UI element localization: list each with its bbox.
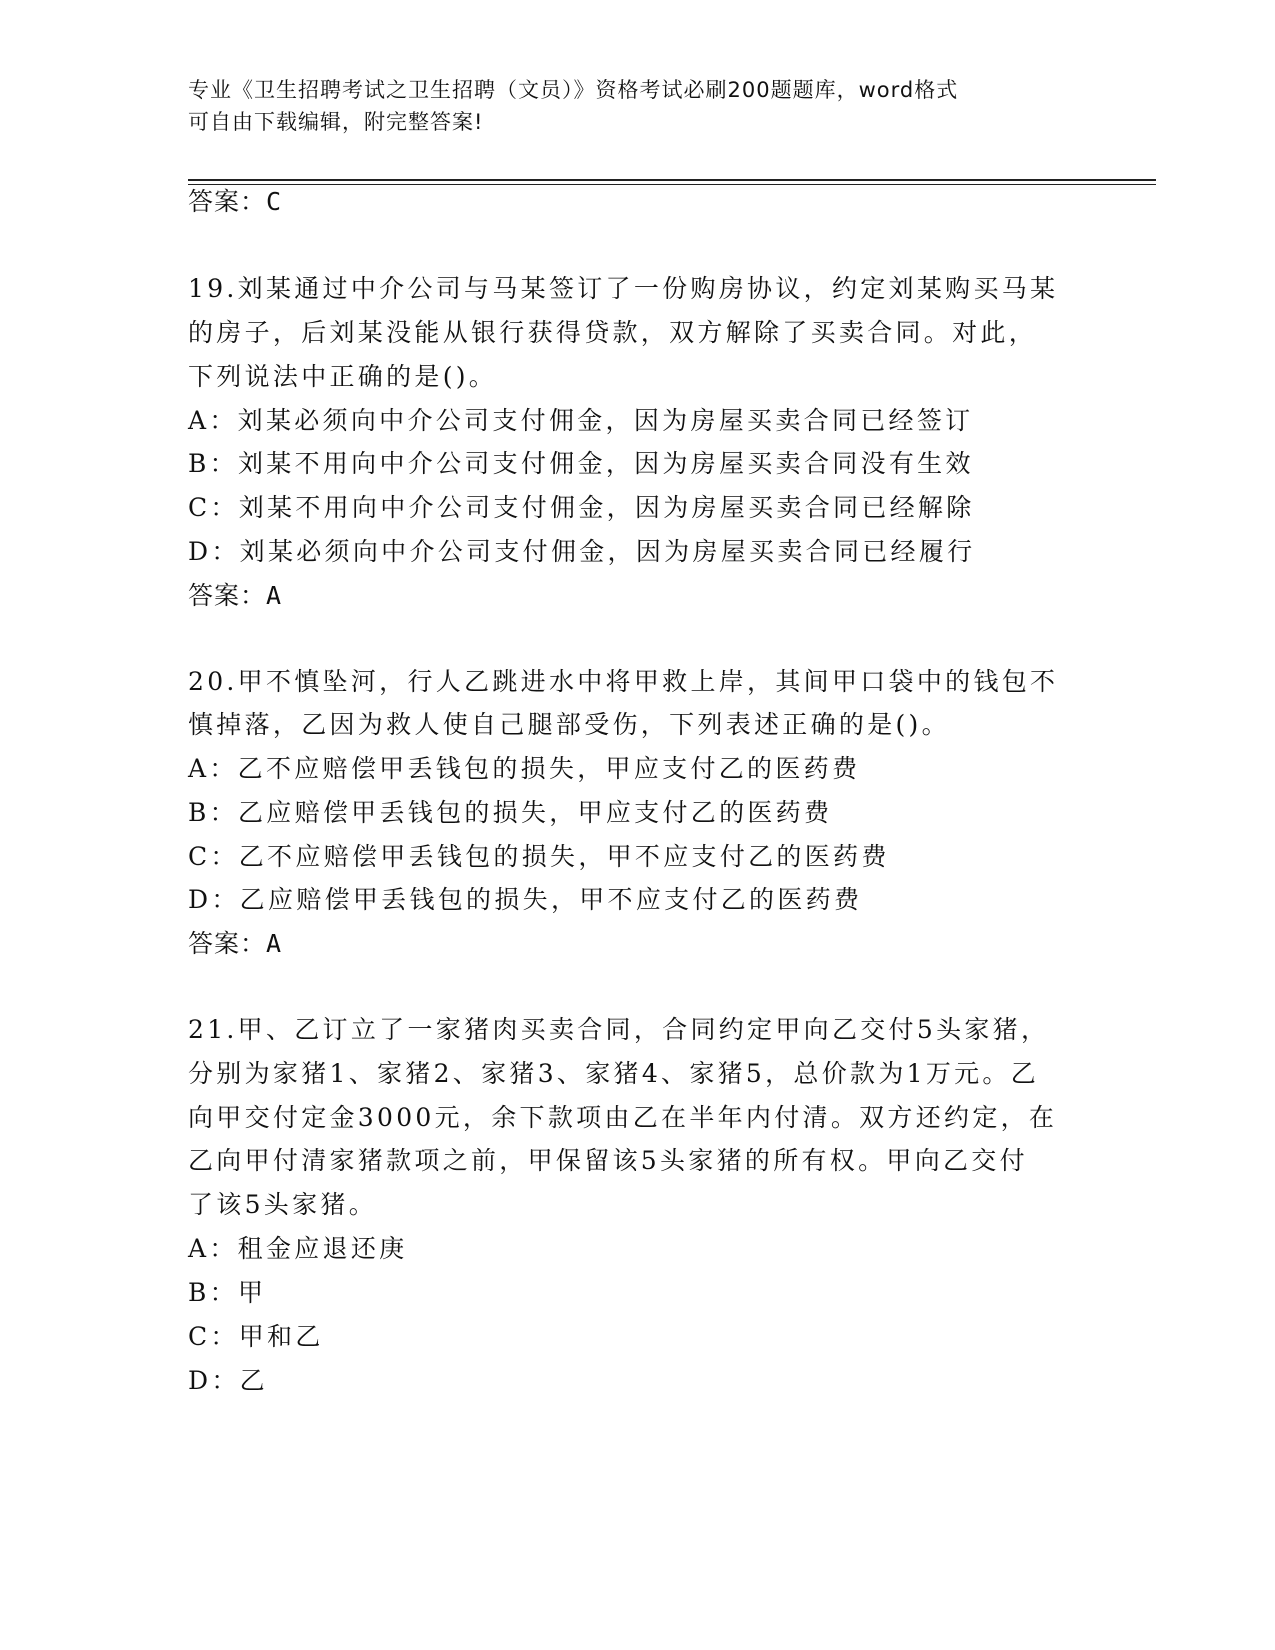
question-21-line-3: 向甲交付定金3000元，余下款项由乙在半年内付清。双方还约定，在	[188, 1103, 1058, 1132]
question-20-option-a: A：乙不应赔偿甲丢钱包的损失，甲应支付乙的医药费	[188, 754, 861, 783]
question-21-line-1: 21.甲、乙订立了一家猪肉买卖合同，合同约定甲向乙交付5头家猪，	[188, 1015, 1050, 1044]
question-19-option-c: C：刘某不用向中介公司支付佣金，因为房屋买卖合同已经解除	[188, 493, 975, 522]
question-19-line-2: 的房子，后刘某没能从银行获得贷款，双方解除了买卖合同。对此，	[188, 318, 1038, 347]
question-21-option-b: B：甲	[188, 1278, 267, 1307]
question-21-option-c: C：甲和乙	[188, 1322, 324, 1351]
question-20-option-d: D：乙应赔偿甲丢钱包的损失，甲不应支付乙的医药费	[188, 885, 863, 914]
question-21-option-d: D：乙	[188, 1366, 268, 1395]
question-20-option-b: B：乙应赔偿甲丢钱包的损失，甲应支付乙的医药费	[188, 798, 833, 827]
header-title-line: 专业《卫生招聘考试之卫生招聘（文员）》资格考试必刷200题题库，word格式	[188, 78, 959, 102]
question-19-line-3: 下列说法中正确的是()。	[188, 362, 498, 391]
question-20-line-1: 20.甲不慎坠河，行人乙跳进水中将甲救上岸，其间甲口袋中的钱包不	[188, 667, 1059, 696]
question-21-option-a: A：租金应退还庚	[188, 1234, 408, 1263]
header-divider-thick	[188, 179, 1156, 181]
header-subtitle-line: 可自由下载编辑，附完整答案!	[188, 110, 484, 134]
question-20-line-2: 慎掉落，乙因为救人使自己腿部受伤，下列表述正确的是()。	[188, 710, 950, 739]
question-19-option-d: D：刘某必须向中介公司支付佣金，因为房屋买卖合同已经履行	[188, 537, 976, 566]
question-19-line-1: 19.刘某通过中介公司与马某签订了一份购房协议，约定刘某购买马某	[188, 274, 1059, 303]
question-21-line-5: 了该5头家猪。	[188, 1190, 378, 1219]
question-20-answer	[188, 927, 282, 961]
question-21-line-4: 乙向甲付清家猪款项之前，甲保留该5头家猪的所有权。甲向乙交付	[188, 1146, 1028, 1175]
question-19-option-a: A：刘某必须向中介公司支付佣金，因为房屋买卖合同已经签订	[188, 406, 974, 435]
answer-value: A	[266, 581, 283, 610]
answer-value: A	[266, 929, 283, 958]
answer-label: 答案：	[188, 581, 267, 610]
question-20-option-c: C：乙不应赔偿甲丢钱包的损失，甲不应支付乙的医药费	[188, 842, 890, 871]
header-divider-thin	[188, 184, 1156, 185]
answer-label: 答案：	[188, 929, 267, 958]
answer-value: C	[266, 187, 283, 216]
answer-previous	[188, 185, 282, 219]
question-21-line-2: 分别为家猪1、家猪2、家猪3、家猪4、家猪5，总价款为1万元。乙	[188, 1059, 1040, 1088]
question-19-answer	[188, 579, 282, 613]
question-19-option-b: B：刘某不用向中介公司支付佣金，因为房屋买卖合同没有生效	[188, 449, 974, 478]
document-header	[188, 74, 1088, 138]
answer-label: 答案：	[188, 187, 267, 216]
